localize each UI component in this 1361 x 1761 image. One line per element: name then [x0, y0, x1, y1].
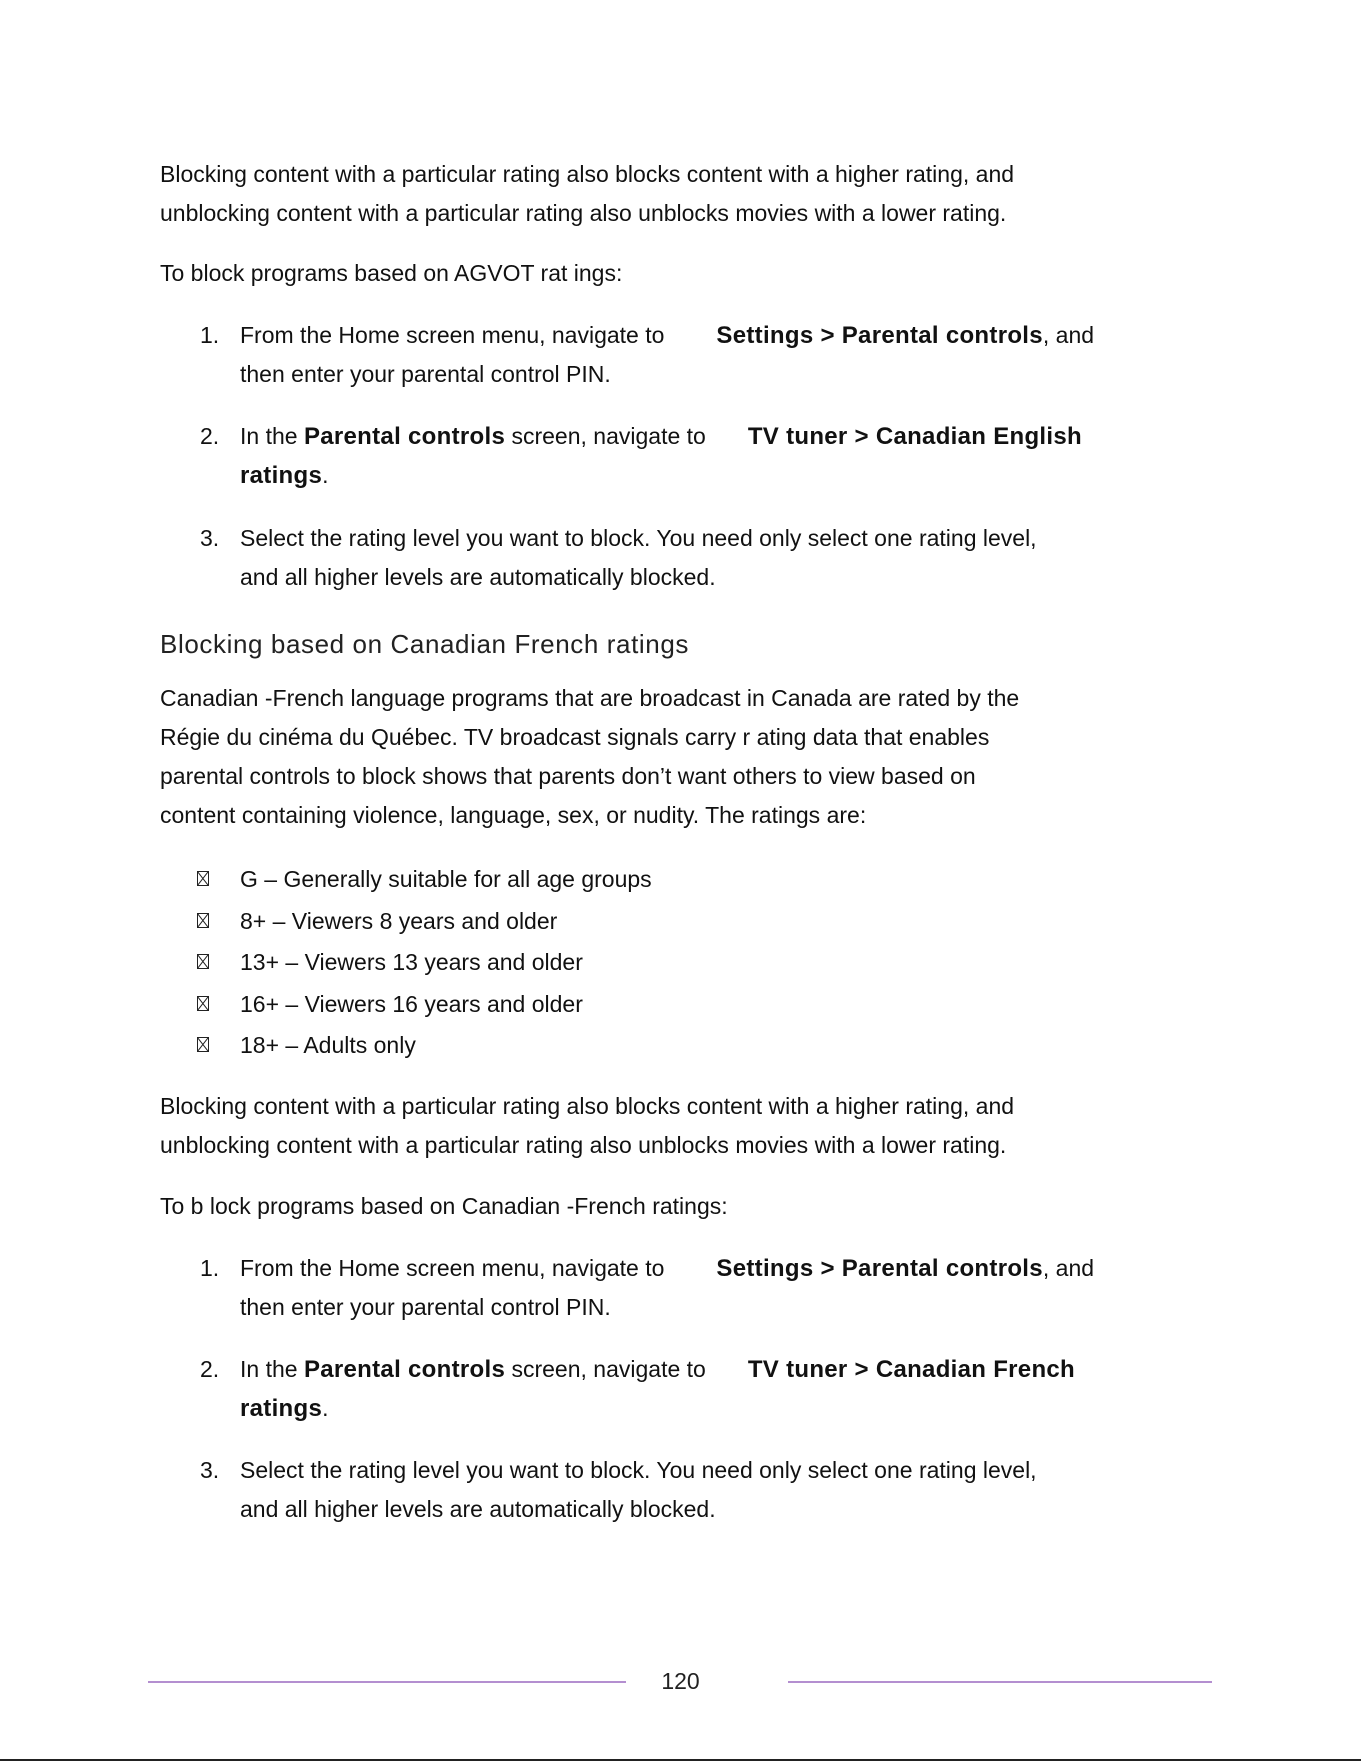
menu-path: Settings > Parental controls: [716, 1255, 1043, 1282]
list-item: G – Generally suitable for all age groups: [197, 859, 897, 901]
step-text: In the: [240, 423, 298, 449]
agvot-instructions-intro: To block programs based on AGVOT rat ings:: [160, 260, 623, 286]
paragraph-line: content containing violence, language, sex, or nudity. The ratings are:: [160, 802, 867, 828]
intro-paragraph: [160, 155, 1160, 233]
step-text: , and: [1042, 322, 1095, 348]
paragraph-line: Blocking content with a particular rating also blocks content with a higher rating, and: [160, 1093, 1015, 1119]
step-text: and all higher levels are automatically blocked.: [240, 564, 716, 590]
bullet-icon: [197, 954, 209, 969]
blocking-note-paragraph: [160, 1087, 1160, 1165]
bullet-icon: [197, 871, 209, 886]
step-text: screen, navigate to: [511, 423, 706, 449]
paragraph-line: Régie du cinéma du Québec. TV broadcast signals carry r ating data that enables: [160, 724, 990, 750]
menu-path: TV tuner > Canadian English: [747, 423, 1082, 450]
bullet-icon: [197, 913, 209, 928]
paragraph-line: Canadian -French language programs that are broadcast in Canada are rated by the: [160, 685, 1020, 711]
list-item: 13+ – Viewers 13 years and older: [197, 942, 897, 984]
step-text: From the Home screen menu, navigate to: [240, 322, 665, 348]
step-text: Select the rating level you want to block. You need only select one rating level,: [240, 525, 1037, 551]
step-number: 2.: [200, 423, 220, 449]
step-number: 3.: [200, 1457, 220, 1483]
menu-path: ratings: [240, 462, 323, 489]
step-number: 1.: [200, 322, 220, 348]
list-item: 8+ – Viewers 8 years and older: [197, 901, 897, 943]
paragraph-line: unblocking content with a particular rating also unblocks movies with a lower rating.: [160, 200, 1007, 226]
paragraph-line: Blocking content with a particular rating also blocks content with a higher rating, and: [160, 161, 1015, 187]
step-text: In the: [240, 1356, 298, 1382]
step-text: .: [322, 462, 329, 488]
step-text: then enter your parental control PIN.: [240, 361, 611, 387]
french-ratings-paragraph: [160, 679, 1160, 835]
step-text: Select the rating level you want to block. You need only select one rating level,: [240, 1457, 1037, 1483]
step-number: 1.: [200, 1255, 220, 1281]
menu-path: Settings > Parental controls: [716, 322, 1043, 349]
ratings-list: [197, 859, 897, 1067]
paragraph-line: unblocking content with a particular rating also unblocks movies with a lower rating.: [160, 1132, 1007, 1158]
bullet-icon: [197, 1037, 209, 1052]
screen-name: Parental controls: [303, 423, 506, 450]
page-number: 120: [661, 1668, 700, 1694]
footer-rule-right: [788, 1681, 1212, 1683]
french-instructions-intro: To b lock programs based on Canadian -French ratings:: [160, 1193, 728, 1219]
step-text: screen, navigate to: [511, 1356, 706, 1382]
section-heading: Blocking based on Canadian French ratings: [160, 629, 690, 659]
step-number: 3.: [200, 525, 220, 551]
list-item: 16+ – Viewers 16 years and older: [197, 984, 897, 1026]
step-text: then enter your parental control PIN.: [240, 1294, 611, 1320]
list-item: 18+ – Adults only: [197, 1025, 897, 1067]
paragraph-line: parental controls to block shows that parents don’t want others to view based on: [160, 763, 976, 789]
menu-path: TV tuner > Canadian French: [747, 1356, 1076, 1383]
menu-path: ratings: [240, 1395, 323, 1422]
step-text: .: [322, 1395, 329, 1421]
step-text: From the Home screen menu, navigate to: [240, 1255, 665, 1281]
bullet-icon: [197, 996, 209, 1011]
step-text: and all higher levels are automatically blocked.: [240, 1496, 716, 1522]
screen-name: Parental controls: [303, 1356, 506, 1383]
step-text: , and: [1042, 1255, 1095, 1281]
step-number: 2.: [200, 1356, 220, 1382]
